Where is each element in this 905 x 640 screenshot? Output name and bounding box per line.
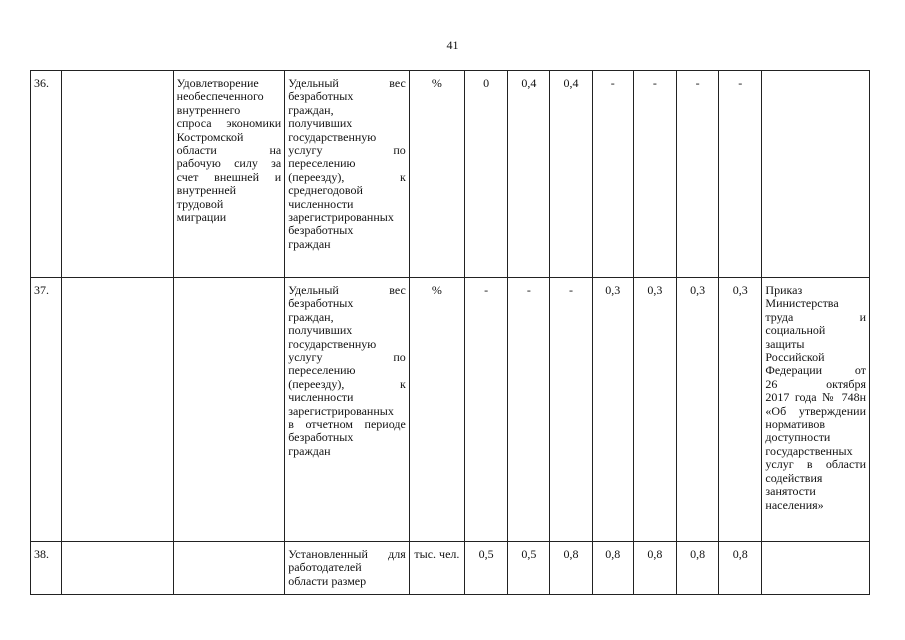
table-row: [31, 278, 870, 542]
text-line: миграции: [176, 210, 227, 225]
text-line: внутренней: [176, 183, 237, 198]
page-number: 41: [446, 38, 459, 52]
text-line: переселению: [288, 156, 356, 171]
document-cell: [762, 542, 870, 595]
text-line: услугу по: [288, 143, 406, 158]
text-line: Министерства: [765, 296, 839, 311]
value-cell: 0,3: [592, 278, 633, 542]
text-line: 2017 года № 748н: [765, 390, 866, 405]
value-cell: 0,8: [592, 542, 633, 595]
text-line: содействия: [765, 470, 823, 485]
text-line: граждан,: [288, 102, 334, 117]
value-cell: 0,3: [719, 278, 762, 542]
text-line: доступности: [765, 430, 831, 445]
value-cell: 0,4: [508, 71, 550, 278]
value-cell: 0,3: [633, 278, 676, 542]
table-row: [31, 71, 870, 278]
task-cell: [173, 542, 285, 595]
value-cell: -: [677, 71, 719, 278]
text-line: получивших: [288, 323, 353, 338]
empty-cell: [62, 542, 174, 595]
text-line: защиты: [765, 336, 805, 351]
text-line: безработных: [288, 430, 354, 445]
value-cell: -: [465, 278, 508, 542]
text-line: внутреннего: [176, 102, 241, 117]
text-line: социальной: [765, 323, 826, 338]
text-line: необеспеченного: [176, 89, 264, 104]
text-line: занятости: [765, 484, 816, 499]
value-cell: -: [719, 71, 762, 278]
table-row: [31, 542, 870, 595]
value-cell: 0,8: [633, 542, 676, 595]
value-cell: 0,8: [677, 542, 719, 595]
text-line: Удельный вес: [288, 283, 406, 297]
text-line: области на: [176, 143, 282, 158]
text-line: Удовлетворение: [176, 76, 259, 90]
text-line: безработных: [288, 89, 354, 104]
value-cell: 0,8: [719, 542, 762, 595]
text-line: (переезду), к: [288, 376, 406, 391]
empty-cell: [62, 278, 174, 542]
value-cell: -: [633, 71, 676, 278]
value-cell: 0,5: [465, 542, 508, 595]
text-line: зарегистрированных: [288, 210, 394, 225]
indicators-table: [30, 70, 870, 595]
text-line: нормативов: [765, 417, 826, 432]
text-line: труда и: [765, 309, 866, 324]
row-number-cell: 36.: [31, 71, 62, 278]
text-line: безработных: [288, 223, 354, 238]
text-line: государственную: [288, 336, 377, 351]
text-line: получивших: [288, 116, 353, 131]
text-line: граждан,: [288, 309, 334, 324]
value-cell: -: [550, 278, 592, 542]
text-line: Установленный для: [288, 547, 406, 561]
value-cell: 0,8: [550, 542, 592, 595]
text-line: спроса экономики: [176, 116, 282, 131]
text-line: государственных: [765, 443, 853, 458]
text-line: численности: [288, 390, 354, 405]
text-line: граждан: [288, 443, 331, 458]
text-line: населения»: [765, 497, 824, 512]
empty-cell: [62, 71, 174, 278]
text-line: услугу по: [288, 350, 406, 365]
indicator-cell: [285, 71, 410, 278]
value-cell: 0: [465, 71, 508, 278]
row-number-cell: 38.: [31, 542, 62, 595]
indicator-cell: [285, 542, 410, 595]
text-line: Удельный вес: [288, 76, 406, 90]
text-line: Костромской: [176, 129, 244, 144]
text-line: численности: [288, 196, 354, 211]
text-line: граждан: [288, 236, 331, 251]
text-line: среднегодовой: [288, 183, 363, 198]
text-line: государственную: [288, 129, 377, 144]
task-cell: [173, 71, 285, 278]
text-line: трудовой: [176, 196, 224, 211]
text-line: Приказ: [765, 283, 803, 297]
unit-cell: %: [409, 71, 464, 278]
text-line: услуг в области: [765, 457, 866, 472]
task-cell: [173, 278, 285, 542]
document-cell: [762, 71, 870, 278]
value-cell: -: [592, 71, 633, 278]
row-number-cell: 37.: [31, 278, 62, 542]
text-line: 26 октября: [765, 376, 866, 391]
text-line: зарегистрированных: [288, 403, 394, 418]
text-line: переселению: [288, 363, 356, 378]
text-line: «Об утверждении: [765, 403, 866, 418]
text-line: счет внешней и: [176, 169, 282, 184]
value-cell: -: [508, 278, 550, 542]
indicator-cell: [285, 278, 410, 542]
text-line: Федерации от: [765, 363, 866, 378]
text-line: рабочую силу за: [176, 156, 282, 171]
text-line: Российской: [765, 350, 825, 365]
text-line: области размер: [288, 573, 367, 588]
text-line: безработных: [288, 296, 354, 311]
value-cell: 0,3: [677, 278, 719, 542]
value-cell: 0,4: [550, 71, 592, 278]
text-line: (переезду), к: [288, 169, 406, 184]
unit-cell: тыс. чел.: [409, 542, 464, 595]
text-line: работодателей: [288, 560, 362, 575]
text-line: в отчетном периоде: [288, 417, 406, 432]
unit-cell: %: [409, 278, 464, 542]
value-cell: 0,5: [508, 542, 550, 595]
document-cell: [762, 278, 870, 542]
